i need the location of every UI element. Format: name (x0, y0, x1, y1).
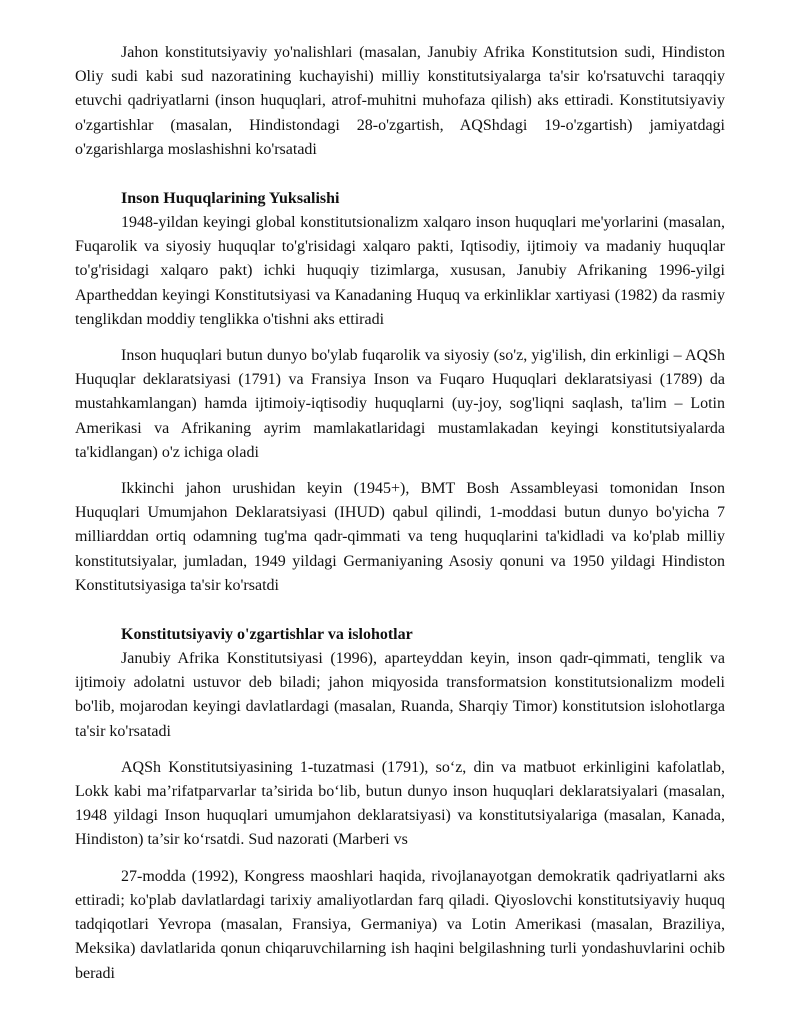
paragraph-constitutional-trends: Jahon konstitutsiyaviy yo'nalishlari (masalan, Janubiy Afrika Konstitutsion sudi, Hindiston Oliy sudi kabi sud nazoratining kuchayishi) milliy konstitutsiyalarga ta'sir ko'rsatuvchi taraqqiy etuvchi qadriyatlarni (inson huquqlari, atrof-muhitni muhofaza qilish) aks ettiradi. Konstitutsiyaviy o'zgartishlar (masalan, Hindistondagi 28-o'zgartish, AQShdagi 19-o'zgartish) jamiyatdagi o'zgarishlarga moslashishni ko'rsatadi (75, 44, 725, 158)
section-heading-amendments: Konstitutsiyaviy o'zgartishlar va islohotlar (121, 626, 413, 644)
paragraph-gap (75, 465, 725, 477)
paragraph-gap (75, 598, 725, 610)
paragraph-gap (75, 853, 725, 865)
paragraph-udhr: Ikkinchi jahon urushidan keyin (1945+), BMT Bosh Assambleyasi tomonidan Inson Huquqlari Umumjahon Deklaratsiyasi (IHUD) qabul qilindi, 1-moddasi butun dunyo bo'yicha 7 milliarddan ortiq odamning tug'ma qadr-qimmati va teng huquqlarini ta'kidladi va ko'plab milliy konstitutsiyalar, jumladan, 1949 yildagi Germaniyaning Asosiy qonuni va 1950 yildagi Hindiston Konstitutsiyasiga ta'sir ko'rsatdi (75, 480, 725, 594)
paragraph-gap (75, 610, 725, 622)
paragraph-rights-scope: Inson huquqlari butun dunyo bo'ylab fuqarolik va siyosiy (so'z, yig'ilish, din erkinligi – AQSh Huquqlar deklaratsiyasi (1791) va Fransiya Inson va Fuqaro Huquqlari deklaratsiyasi (1789) da mustahkamlangan) hamda ijtimoiy-iqtisodiy huquqlarni (uy-joy, sog'liqni saqlash, ta'lim – Lotin Amerikasi va Afrikaning ayrim mamlakatlaridagi mustamlakadan keyingi konstitutsiyalarda ta'kidlangan) o'z ichiga oladi (75, 347, 725, 461)
paragraph-gap (75, 744, 725, 756)
section-heading-human-rights: Inson Huquqlarining Yuksalishi (121, 190, 340, 208)
paragraph-south-africa: Janubiy Afrika Konstitutsiyasi (1996), aparteyddan keyin, inson qadr-qimmati, tenglik va ijtimoiy adolatni ustuvor deb biladi; jahon miqyosida transformatsion konstitutsionalizm modeli bo'lib, mojarodan keyingi davlatlardagi (masalan, Ruanda, Sharqiy Timor) konstitutsion islohotlarga ta'sir ko'rsatadi (75, 650, 725, 740)
paragraph-gap (75, 162, 725, 174)
paragraph-gap (75, 332, 725, 344)
paragraph-gap (75, 174, 725, 186)
document-page (75, 41, 725, 986)
paragraph-first-amendment: AQSh Konstitutsiyasining 1-tuzatmasi (1791), so‘z, din va matbuot erkinligini kafolatlab, Lokk kabi ma’rifatparvarlar ta’sirida bo‘lib, butun dunyo inson huquqlari deklaratsiyalari (masalan, 1948 yildagi Inson huquqlari umumjahon deklaratsiyasi) va konstitutsiyalariga (masalan, Kanada, Hindiston) ta’sir ko‘rsatdi. Sud nazorati (Marberi vs (75, 758, 725, 849)
paragraph-27th-amendment: 27-modda (1992), Kongress maoshlari haqida, rivojlanayotgan demokratik qadriyatlarni aks ettiradi; ko'plab davlatlardagi tarixiy amaliyotlardan farq qiladi. Qiyoslovchi konstitutsiyaviy huquq tadqiqotlari Yevropa (masalan, Fransiya, Germaniya) va Lotin Amerikasi (masalan, Braziliya, Meksika) davlatlarida qonun chiqaruvchilarning ish haqini belgilashning turli yondashuvlarini ochib beradi (75, 867, 725, 982)
paragraph-global-constitutionalism: 1948-yildan keyingi global konstitutsionalizm xalqaro inson huquqlari me'yorlarini (masalan, Fuqarolik va siyosiy huquqlar to'g'risidagi xalqaro pakti, Iqtisodiy, ijtimoiy va madaniy huquqlar to'g'risidagi xalqaro pakt) ichki huquqiy tizimlarga, xususan, Janubiy Afrikaning 1996-yilgi Apartheddan keyingi Konstitutsiyasi va Kanadaning Huquq va erkinliklar xartiyasi (1982) da rasmiy tenglikdan moddiy tenglikka o'tishni aks ettiradi (75, 214, 725, 328)
